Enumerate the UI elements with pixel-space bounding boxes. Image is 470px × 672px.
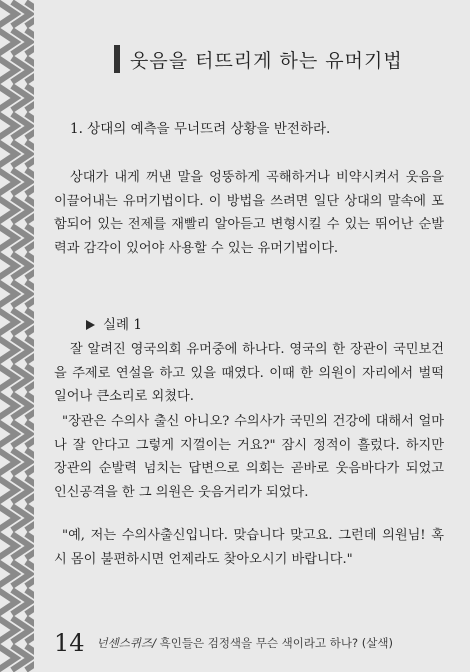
chevron-pattern-icon <box>0 0 34 672</box>
page-footer <box>54 626 454 660</box>
example-paragraph-1-block <box>54 338 444 409</box>
intro-paragraph-block <box>54 166 444 260</box>
example-paragraph-3-block <box>54 524 444 571</box>
example-paragraph: "장관은 수의사 출신 아니오? 수의사가 국민의 건강에 대해서 얼마나 잘 안다고 그렇게 지껄이는 거요?" 잠시 정적이 흘렀다. 하지만 장관의 순발력 넘치는 답변으로 의회는 곧바로 웃음바다가 되었고 인신공격을 한 그 의원은 웃음거리가 되었다. <box>54 414 444 500</box>
example-paragraph: 잘 알려진 영국의회 유머중에 하나다. 영국의 한 장관이 국민보건을 주제로 연설을 하고 있을 때였다. 이때 한 의원이 자리에서 벌떡 일어나 큰소리로 외쳤다. <box>54 342 444 404</box>
title-bar-marker <box>114 45 120 73</box>
intro-paragraph: 상대가 내게 꺼낸 말을 엉뚱하게 곡해하거나 비약시켜서 웃음을 이끌어내는 유머기법이다. 이 방법을 쓰려면 일단 상대의 말속에 포함되어 있는 전제를 재빨리 알아듣고 변형시킬 수 있는 뛰어난 순발력과 감각이 있어야 사용할 수 있는 유머기법이다. <box>54 170 444 256</box>
decorative-chevron-band <box>0 0 34 672</box>
example-label <box>86 314 142 336</box>
triangle-bullet-icon <box>86 320 95 330</box>
section-heading: 1. 상대의 예측을 무너뜨려 상황을 반전하라. <box>70 121 331 137</box>
chapter-title <box>114 44 403 74</box>
example-paragraph-2-block <box>54 410 444 504</box>
chapter-title-text: 웃음을 터뜨리게 하는 유머기법 <box>130 49 403 72</box>
example-paragraph: "예, 저는 수의사출신입니다. 맞습니다 맞고요. 그런데 의원님! 혹시 몸이 불편하시면 언제라도 찾아오시기 바랍니다." <box>54 528 444 567</box>
footer-subtitle: 흑인들은 검정색을 무슨 색이라고 하나? (살색) <box>159 636 393 650</box>
example-label-text: 실례 1 <box>103 317 142 333</box>
page-number: 14 <box>54 629 85 657</box>
footer-caption <box>97 635 393 651</box>
footer-series-label: 넌센스퀴즈/ <box>96 636 156 650</box>
